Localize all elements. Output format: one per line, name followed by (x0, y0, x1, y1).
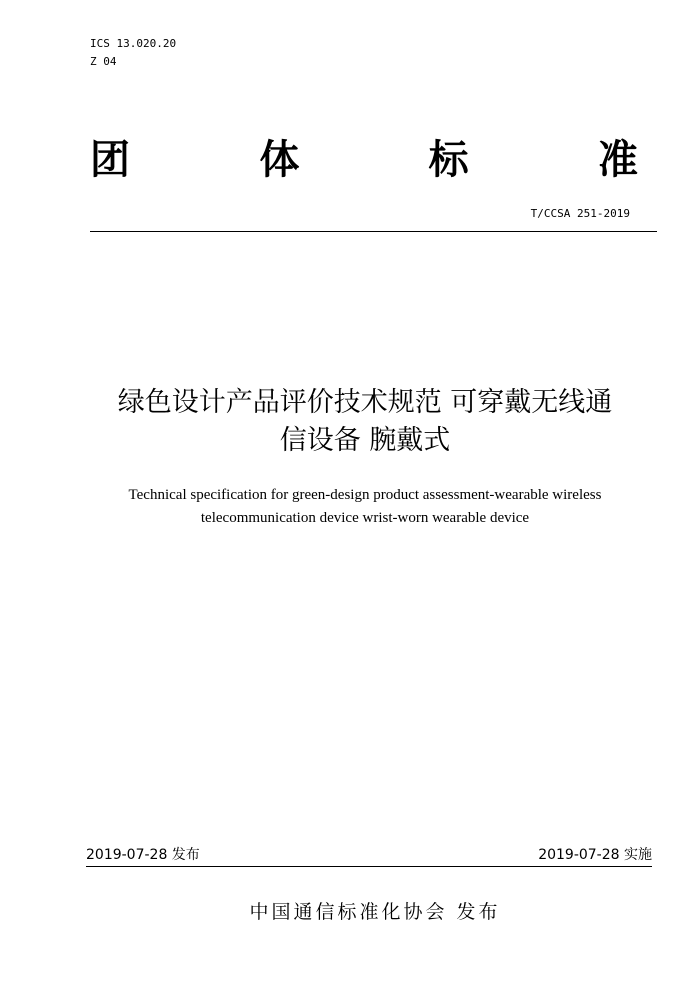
heading-char-3: 标 (428, 137, 469, 183)
document-type-heading (90, 137, 638, 183)
english-title (70, 484, 660, 530)
chinese-title (70, 384, 660, 460)
chinese-title-line-1: 绿色设计产品评价技术规范 可穿戴无线通 (117, 387, 613, 418)
english-title-line-1: Technical specification for green-design product assessment-wearable wireless (128, 487, 602, 503)
chinese-title-line-2: 信设备 腕戴式 (279, 425, 451, 456)
issue-date: 2019-07-28 发布 (86, 847, 200, 863)
ccs-code: Z 04 (90, 55, 117, 68)
implementation-date: 2019-07-28 实施 (538, 847, 652, 863)
ics-code: ICS 13.020.20 (90, 37, 177, 50)
english-title-line-2: telecommunication device wrist-worn wearable device (200, 510, 530, 526)
heading-char-1: 团 (90, 137, 130, 183)
heading-char-2: 体 (259, 137, 300, 183)
footer-divider (86, 866, 652, 867)
publisher: 中国通信标准化协会 发布 (249, 901, 501, 923)
header-divider (90, 231, 657, 232)
standard-number: T/CCSA 251-2019 (530, 207, 630, 220)
heading-char-4: 准 (597, 137, 638, 183)
